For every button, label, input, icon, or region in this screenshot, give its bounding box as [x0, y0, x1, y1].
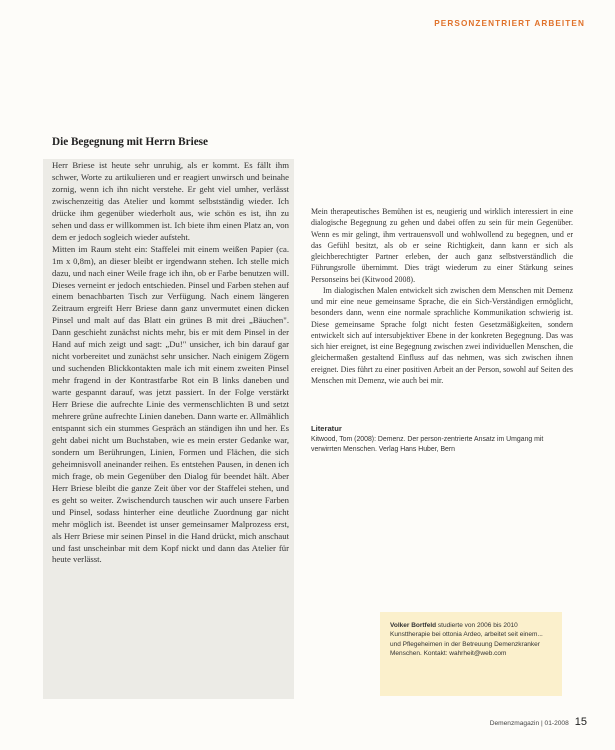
section-header: PERSONZENTRIERT ARBEITEN: [434, 19, 585, 28]
author-bio-text: studierte von 2006 bis 2010 Kunsttherapie bei ottonia Ardeo, arbeitet seit einem... und Pflegeheimen in der Betreuung Demenzkranker Menschen. Kontakt: wahrheit@web.com: [390, 622, 543, 657]
author-bio-box: [380, 612, 562, 696]
right-paragraph-1: Mein therapeutisches Bemühen ist es, neugierig und wirklich interessiert in eine dialogische Begegnung zu gehen und dabei offen zu sein für mein Gegenüber. Wenn es mir gelingt, ihm vertrauensvoll und wohlwollend zu begegnen, und er das Gefühl besitzt, als ob er seine Richtigkeit, dann kann er sich als gleichberechtigter Partner erleben, der auch ganz selbstverständlich die Führungsrolle übernimmt. Dies trägt wiederum zu einer Stärkung seines Personseins bei (Kitwood 2008).: [311, 207, 573, 284]
footer-source: Demenzmagazin | 01-2008: [489, 720, 569, 727]
left-column: [52, 160, 289, 566]
literature-heading: Literatur: [311, 424, 342, 433]
left-paragraph-1: Herr Briese ist heute sehr unruhig, als er kommt. Es fällt ihm schwer, Worte zu artikulieren und er reagiert unwirsch und beinahe zornig, wenn ich ihn nicht verstehe. Er geht viel umher, verlässt zwischenzeitig das Atelier und kommt selbstständig wieder. Ich drücke ihm gegenüber wiederholt aus, wie schön es ist, ihn zu sehen und dass er willkommen ist. Ich biete ihm einen Platz an, von dem er jedoch sogleich wieder aufsteht.: [52, 160, 289, 242]
literature-entry: Kitwood, Tom (2008): Demenz. Der person-zentrierte Ansatz im Umgang mit verwirrten Menschen. Verlag Hans Huber, Bern: [311, 436, 544, 453]
page-number: 15: [574, 716, 587, 728]
literature-section: [311, 424, 573, 454]
page-footer: [490, 716, 587, 728]
author-name: Volker Bortfeld: [390, 622, 437, 629]
article-title: Die Begegnung mit Herrn Briese: [52, 136, 208, 148]
right-paragraph-2: Im dialogischen Malen entwickelt sich zwischen dem Menschen mit Demenz und mir eine neue gemeinsame Sprache, die ein Sich-Verständigen ermöglicht, besonders dann, wenn eine normale sprachliche Kommunikation schwierig ist. Diese gemeinsame Sprache folgt nicht festen Gesetzmäßigkeiten, sondern entwickelt sich auf intersubjektiver Ebene in der konkreten Begegnung. Das was sich hier ereignet, ist eine Begegnung zwischen zwei individuellen Menschen, die gleichermaßen gestaltend Einfluss auf das nehmen, was sich zwischen ihnen ereignet. Dies führt zu einer positiven Arbeit an der Person, sowohl auf Seiten des Menschen mit Demenz, wie auch bei mir.: [311, 285, 573, 385]
left-paragraph-2: Mitten im Raum steht ein: Staffelei mit einem weißen Papier (ca. 1m x 0,8m), an dieser bleibt er irgendwann stehen. Ich stelle mich dazu, und nach einer Weile frage ich ihn, ob er Farbe benutzen will. Dieses verneint er jedoch entschieden. Pinsel und Farben stehen auf einem benachbarten Tisch zur Verfügung. Nach einem längeren Zeitraum ergreift Herr Briese dann ganz unvermutet einen dicken Pinsel und malt auf das Blatt ein grünes B mit drei „Bäuchen". Dann geschieht zunächst nichts mehr, bis er mit dem Pinsel in der Hand auf mich zeigt und sagt: „Du!" unsicher, ich bin darauf gar nicht vorbereitet und zunächst sehr unsicher. Nach einigem Zögern und suchenden Blickkontakten male ich mit einem zweiten Pinsel mehr fragend in der Kontrastfarbe Rot ein B links daneben und warte gespannt darauf, was jetzt passiert. In der Folge verstärkt Herr Briese die aufrechte Linie des vermenschlichten B und setzt mehrere grüne aufrechte Linien daneben. Dann warte er. Allmählich entspannt sich ein stummes Gespräch an ständigen ihn und her. Es geht dabei nicht um Buchstaben, wie es mein erster Gedanke war, sondern um Berührungen, Linien, Formen und Flächen, die sich geheimnisvoll aneinander reihen. Es entstehen Pausen, in denen ich mich frage, ob mein Gegenüber den Dialog für beendet hält. Aber Herr Briese bleibt die ganze Zeit über vor der Staffelei stehen, und es geht so weiter. Zwischendurch tauschen wir auch unsere Farben und Pinsel, sodass hinterher eine deutliche Zuordnung gar nicht mehr möglich ist. Beendet ist unser gemeinsamer Malprozess erst, als Herr Briese mir seinen Pinsel in die Hand drückt, mich anschaut und fast unscheinbar mit dem Kopf nickt und dann das Atelier für heute verlässt.: [52, 243, 289, 565]
right-column: [311, 206, 573, 386]
